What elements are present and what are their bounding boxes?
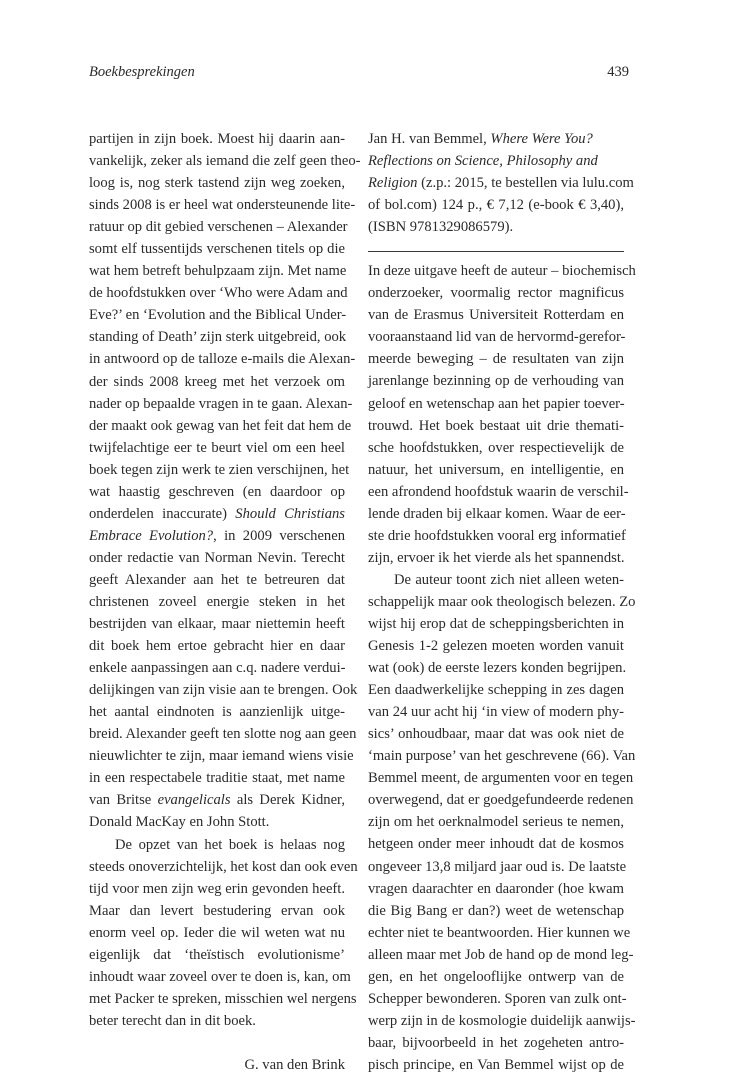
citation-line: (ISBN 9781329086579). [368, 219, 514, 236]
review-paragraph [368, 260, 636, 569]
text-line: enkele aanpassingen aan c.q. nadere verdui- [89, 660, 346, 677]
text-line: sche hoofdstukken, over respectievelijk de [368, 439, 624, 456]
journal-section-title: Boekbesprekingen [89, 64, 195, 80]
text-line: lende draden bij elkaar komen. Waar de eer- [368, 505, 626, 522]
text-line: inhoudt waar zoveel over te doen is, kan, om [89, 968, 351, 985]
text-segment: , in 2009 verschenen [213, 527, 345, 544]
book-title: Where Were You? [490, 131, 593, 147]
text-line: loog is, nog sterk tastend zijn weg zoeken, [89, 175, 345, 192]
citation-details: (z.p.: 2015, te bestellen via lulu.com [421, 175, 634, 192]
text-line: Genesis 1-2 gelezen moeten worden vanuit [368, 638, 624, 655]
text-line: nieuwlichter te zijn, maar iemand wiens visie [89, 748, 354, 765]
text-line: geloof en wetenschap aan het papier toever- [368, 395, 625, 412]
text-line: In deze uitgave heeft de auteur – biochemisch [368, 263, 636, 280]
text-line: Maar dan levert bestudering ervan ook [89, 902, 345, 919]
text-line: der sinds 2008 kreeg met het verzoek om [89, 373, 345, 390]
text-line: ‘main purpose’ van het geschrevene (66). Van [368, 748, 636, 765]
text-line: De auteur toont zich niet alleen weten- [394, 571, 624, 588]
text-line: enorm veel op. Ieder die wil weten wat nu [89, 924, 345, 941]
text-line: de hoofdstukken over ‘Who were Adam and [89, 285, 348, 302]
text-line: van 24 uur acht hij ‘in view of modern phy- [368, 704, 624, 721]
citation-divider [368, 251, 624, 252]
text-line: Schepper bewonderen. Sporen van zulk ont- [368, 990, 627, 1007]
text-line: boek tegen zijn werk te zien verschijnen, het [89, 461, 350, 478]
text-line [89, 525, 345, 547]
page-number: 439 [607, 64, 629, 80]
text-line: een afrondend hoofdstuk waarin de verschil- [368, 483, 629, 500]
text-line: het aantal eindnoten is aanzienlijk uitge- [89, 704, 345, 721]
text-line: meerde beweging – de resultaten van zijn [368, 351, 624, 368]
text-line: natuur, het universum, en intelligentie, en [368, 461, 624, 478]
text-line: ste drie hoofdstukken vooral erg informatief [368, 527, 626, 544]
review-paragraph [89, 128, 361, 834]
text-line: tijd voor men zijn weg erin gevonden heeft. [89, 880, 345, 897]
text-line: beter terecht dan in dit boek. [89, 1012, 256, 1029]
text-line: christenen zoveel energie steken in het [89, 593, 345, 610]
text-line: onderzoeker, voormalig rector magnificus [368, 285, 624, 302]
text-line: in een respectabele traditie staat, met name [89, 770, 345, 787]
text-line: alleen maar met Job de hand op de mond leg- [368, 946, 634, 963]
text-line: De opzet van het boek is helaas nog [115, 836, 345, 853]
text-line: eigenlijk dat ‘theïstisch evolutionisme’ [89, 946, 345, 963]
text-line: sics’ onhoudbaar, maar dat was ook niet de [368, 726, 624, 743]
text-line: schappelijk maar ook theologisch belezen. Zo [368, 593, 636, 610]
text-segment: onderdelen inaccurate) [89, 505, 227, 522]
text-line: Eve?’ en ‘Evolution and the Biblical Under- [89, 307, 347, 324]
text-line [89, 789, 345, 811]
cited-title: Should Christians [235, 505, 345, 522]
text-line: zijn om het oerknalmodel serieus te nemen, [368, 814, 624, 831]
text-line [89, 503, 345, 525]
left-column [89, 128, 361, 1076]
text-line: steeds onoverzichtelijk, het kost dan ook even [89, 858, 358, 875]
text-line: werp zijn in de kosmologie duidelijk aanwijs- [368, 1012, 636, 1029]
text-line: bestrijden van elkaar, maar niettemin heeft [89, 616, 345, 633]
text-line: dit boek hem ertoe gebracht hier en daar [89, 638, 345, 655]
text-line: pisch principe, en Van Bemmel wijst op de [368, 1056, 624, 1073]
text-line: trouwd. Het boek bestaat uit drie themati- [368, 417, 624, 434]
text-line: delijkingen van zijn visie aan te brengen. Ook [89, 682, 358, 699]
text-line: vragen daarachter en daaronder (hoe kwam [368, 880, 624, 897]
text-line: partijen in zijn boek. Moest hij daarin aan- [89, 131, 345, 147]
reviewer-signature: G. van den Brink [244, 1056, 345, 1073]
text-line: hetgeen onder meer inhoudt dat de kosmos [368, 836, 624, 853]
text-line: ongeveer 13,8 miljard jaar oud is. De laatste [368, 858, 627, 875]
text-line: breid. Alexander geeft ten slotte nog aan geen [89, 726, 357, 743]
citation-line [368, 128, 624, 150]
text-line: in antwoord op de talloze e-mails die Alexan- [89, 351, 356, 368]
text-line: overwegend, dat er goedgefundeerde redenen [368, 792, 634, 809]
text-line: nader op bepaalde vragen in te gaan. Alexan- [89, 395, 353, 412]
text-line: wat haastig geschreven (en daardoor op [89, 483, 345, 500]
citation-line: of bol.com) 124 p., € 7,12 (e-book € 3,40), [368, 197, 624, 214]
text-line: vankelijk, zeker als iemand die zelf geen theo- [89, 153, 361, 170]
text-line: jarenlange bezinning op de verhouding van [368, 373, 624, 390]
text-line: twijfelachtige eer te beurt viel om een heel [89, 439, 345, 456]
book-title: Reflections on Science, Philosophy and [368, 153, 598, 170]
italic-term: evangelicals [157, 792, 231, 809]
text-line: gen, en het ongelooflijke ontwerp van de [368, 968, 624, 985]
book-author: Jan H. van Bemmel, [368, 131, 487, 147]
text-line: ratuur op dit gebied verschenen – Alexander [89, 219, 348, 236]
citation-line [368, 172, 634, 194]
text-line: somt elf tussentijds verschenen titels op die [89, 241, 345, 258]
text-line: wijst hij erop dat de scheppingsberichten in [368, 615, 624, 632]
text-segment: van Britse [89, 792, 152, 809]
running-head [89, 64, 629, 84]
text-line: van de Erasmus Universiteit Rotterdam en [368, 307, 624, 324]
text-line: Donald MacKay en John Stott. [89, 814, 270, 831]
text-line: met Packer te spreken, misschien wel nergens [89, 990, 357, 1007]
text-line: echter niet te beantwoorden. Hier kunnen we [368, 924, 631, 941]
cited-title: Embrace Evolution? [89, 527, 214, 544]
text-line: der maakt ook gewag van het feit dat hem de [89, 417, 352, 434]
text-line: sinds 2008 is er heel wat ondersteunende lite- [89, 197, 356, 214]
book-citation [368, 128, 634, 238]
right-column [368, 128, 636, 1076]
book-title: Religion [368, 175, 418, 192]
text-line: standing of Death’ zijn sterk uitgebreid, ook [89, 329, 347, 346]
text-line: onder redactie van Norman Nevin. Terecht [89, 549, 345, 566]
text-line: wat (ook) de eerste lezers konden begrijpen. [368, 660, 627, 677]
text-line: geeft Alexander aan het te betreuren dat [89, 571, 345, 588]
text-line: zijn, ervoer ik het vierde als het spannendst. [368, 549, 625, 566]
text-line: Een daadwerkelijke schepping in zes dagen [368, 682, 624, 699]
text-segment: als Derek Kidner, [236, 792, 345, 809]
text-line: vooraanstaand lid van de hervormd-gerefor- [368, 329, 626, 346]
text-line: baar, bijvoorbeeld in het zogeheten antro- [368, 1034, 624, 1051]
review-paragraph [368, 569, 636, 1076]
review-paragraph [89, 834, 358, 1032]
text-line: die Big Bang er dan?) weet de wetenschap [368, 902, 624, 919]
text-line: wat hem betreft behulpzaam zijn. Met name [89, 263, 347, 280]
spacer [89, 1032, 345, 1054]
text-line: Bemmel meent, de argumenten voor en tegen [368, 770, 634, 787]
